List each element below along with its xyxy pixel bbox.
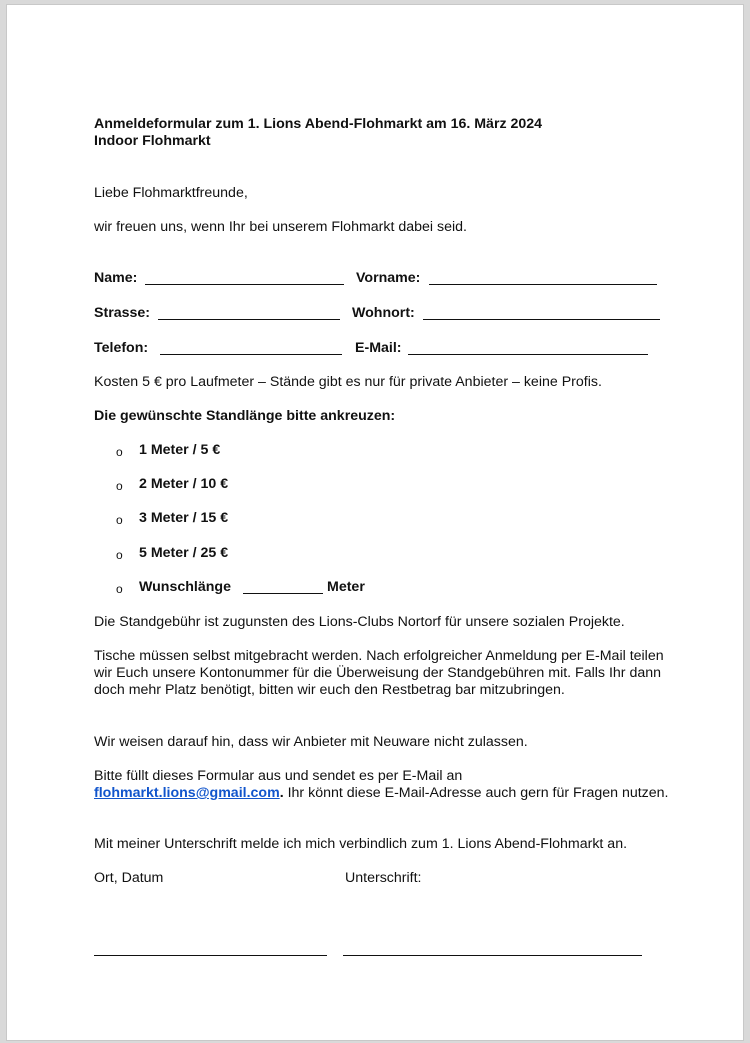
option-3-meter: 3 Meter / 15 € <box>139 510 229 526</box>
checkbox-circle-icon[interactable]: o <box>116 582 123 596</box>
formular-pre-text: Bitte füllt dieses Formular aus und sendet es per E-Mail an <box>94 768 463 784</box>
email-label: E-Mail: <box>355 340 402 356</box>
strasse-label: Strasse: <box>94 305 150 321</box>
intro-text: wir freuen uns, wenn Ihr bei unserem Flohmarkt dabei seid. <box>94 219 467 235</box>
option-1-meter: 1 Meter / 5 € <box>139 442 221 458</box>
kosten-text: Kosten 5 € pro Laufmeter – Stände gibt es nur für private Anbieter – keine Profis. <box>94 374 602 390</box>
tische-paragraph: Tische müssen selbst mitgebracht werden. Nach erfolgreicher Anmeldung per E-Mail teilen wir Euch unsere Kontonummer für die Überweisung der Standgebühren mit. Falls Ihr dann doch mehr Platz benötigt, bitten wir euch den Restbetrag bar mitzubringen. <box>94 648 664 698</box>
email-link[interactable]: flohmarkt.lions@gmail.com <box>94 785 280 801</box>
options-heading: Die gewünschte Standlänge bitte ankreuzen: <box>94 408 396 424</box>
standgebuehr-text: Die Standgebühr ist zugunsten des Lions-Clubs Nortorf für unsere sozialen Projekte. <box>94 614 625 630</box>
wohnort-field[interactable] <box>423 306 660 320</box>
option-wunschlaenge-label: Wunschlänge <box>139 579 231 595</box>
formular-paragraph <box>94 768 674 802</box>
ort-datum-label: Ort, Datum <box>94 870 164 886</box>
wunschlaenge-unit: Meter <box>327 579 365 595</box>
document-subtitle: Indoor Flohmarkt <box>94 133 211 149</box>
formular-post-text: Ihr könnt diese E-Mail-Adresse auch gern für Fragen nutzen. <box>283 785 669 801</box>
vorname-label: Vorname: <box>356 270 421 286</box>
email-field[interactable] <box>408 341 648 355</box>
option-2-meter: 2 Meter / 10 € <box>139 476 229 492</box>
telefon-label: Telefon: <box>94 340 149 356</box>
option-5-meter: 5 Meter / 25 € <box>139 545 229 561</box>
strasse-field[interactable] <box>158 306 340 320</box>
document-page <box>6 4 744 1041</box>
wohnort-label: Wohnort: <box>352 305 415 321</box>
unterschrift-text: Mit meiner Unterschrift melde ich mich verbindlich zum 1. Lions Abend-Flohmarkt an. <box>94 836 628 852</box>
name-field[interactable] <box>145 271 344 285</box>
vorname-field[interactable] <box>429 271 657 285</box>
formular-dot: . <box>279 785 284 801</box>
checkbox-circle-icon[interactable]: o <box>116 479 123 493</box>
checkbox-circle-icon[interactable]: o <box>116 445 123 459</box>
name-label: Name: <box>94 270 138 286</box>
checkbox-circle-icon[interactable]: o <box>116 548 123 562</box>
document-title: Anmeldeformular zum 1. Lions Abend-Flohmarkt am 16. März 2024 <box>94 116 543 132</box>
unterschrift-signature-line[interactable] <box>343 955 642 956</box>
checkbox-circle-icon[interactable]: o <box>116 513 123 527</box>
ort-datum-signature-line[interactable] <box>94 955 327 956</box>
telefon-field[interactable] <box>160 341 342 355</box>
neuware-text: Wir weisen darauf hin, dass wir Anbieter mit Neuware nicht zulassen. <box>94 734 528 750</box>
wunschlaenge-field[interactable] <box>243 580 323 594</box>
unterschrift-label: Unterschrift: <box>345 870 422 886</box>
greeting: Liebe Flohmarktfreunde, <box>94 185 248 201</box>
